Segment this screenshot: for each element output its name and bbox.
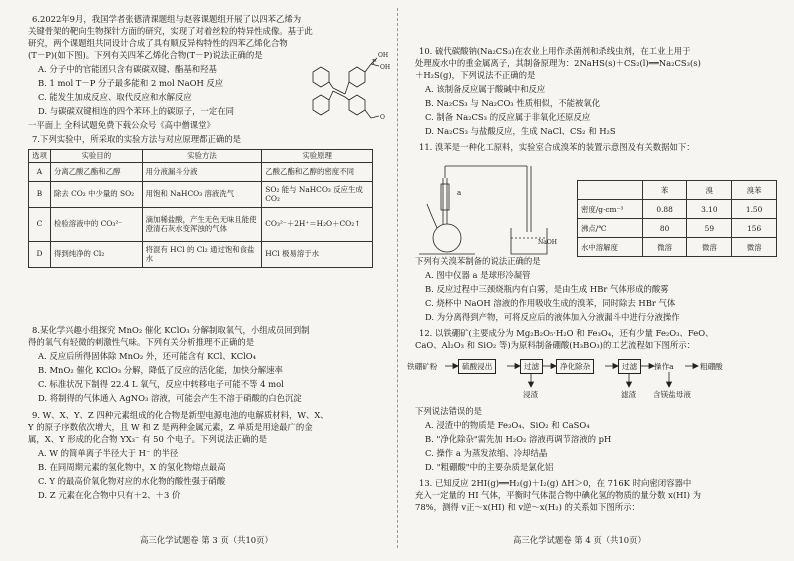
q9-option-b: B. 在同周期元素的氢化物中，X 的氢化物熔点最高 xyxy=(38,462,226,472)
q10-option-b: B. Na₂CS₃ 与 Na₂CO₃ 性质相似，不能被氧化 xyxy=(425,98,601,108)
right-page xyxy=(397,0,794,561)
q6-option-b: B. 1 mol T－P 分子最多能和 2 mol NaOH 反应 xyxy=(38,78,224,88)
table-cell: D xyxy=(29,241,51,267)
table-cell: 微溶 xyxy=(687,238,732,257)
table-cell: 除去 CO₂ 中少量的 SO₂ xyxy=(50,181,142,207)
table-header-cell: 实验方法 xyxy=(142,150,262,163)
table-cell: 水中溶解度 xyxy=(578,238,643,257)
table-row xyxy=(578,238,777,257)
table-cell: 微溶 xyxy=(642,238,687,257)
table-header-cell: 实验原理 xyxy=(262,150,373,163)
page-footer-right: 高三化学试题卷 第 4 页（共10页） xyxy=(513,535,646,545)
structure-label-oh-1: OH xyxy=(378,52,389,59)
structure-label-o: O xyxy=(380,114,385,121)
q12-stem-line-1: 12. 以铁硼矿(主要成分为 Mg₂B₂O₅·H₂O 和 Fe₃O₄，还有少量 Fe₂O₃、FeO、 xyxy=(419,328,714,338)
flow-step-operation-a: 操作a xyxy=(654,362,674,371)
table-row xyxy=(29,162,373,181)
q9-stem-line-1: 9. W、X、Y、Z 四种元素组成的化合物是新型电源电池的电解质材料，W、X、 xyxy=(32,410,329,420)
table-cell: 微溶 xyxy=(732,238,777,257)
structure-label-oh-2: OH xyxy=(380,64,391,71)
table-row xyxy=(29,207,373,241)
table-header-row xyxy=(578,181,777,200)
table-row xyxy=(578,200,777,219)
flow-step-raw: 铁硼矿粉 xyxy=(407,362,438,371)
table-cell: 密度/g·cm⁻³ xyxy=(578,200,643,219)
table-header-cell: 溴 xyxy=(687,181,732,200)
table-cell: 3.10 xyxy=(687,200,732,219)
table-header-cell: 苯 xyxy=(642,181,687,200)
q8-option-d: D. 将制得的气体通入 AgNO₃ 溶液，可能会产生不溶于硝酸的白色沉淀 xyxy=(38,393,302,403)
table-row xyxy=(29,241,373,267)
tp-molecule-structure xyxy=(293,52,393,132)
q7-stem: 7.下列实验中，所采取的实验方法与对应原理都正确的是 xyxy=(32,134,241,144)
q13-stem-line-1: 13. 已知反应 2HI(g)══H₂(g)＋I₂(g) ΔH＞0，在 716K 时向密闭容器中 xyxy=(419,478,692,488)
q6-stem-line-4: (T－P)(如下图)。下列有关四苯乙烯化合物(T－P)说法正确的是 xyxy=(28,50,263,60)
flow-sublabel-mother-liquor: 含镁盐母液 xyxy=(653,390,691,399)
q10-stem-line-3: ＋H₂S(g)，下列说法不正确的是 xyxy=(415,70,536,80)
q12-option-c: C. 操作 a 为蒸发浓缩、冷却结晶 xyxy=(425,448,548,458)
q6-tail: 一平面上 全科试题免费下载公众号《高中僧课堂》 xyxy=(28,120,215,130)
table-cell: A xyxy=(29,162,51,181)
table-cell: 80 xyxy=(642,219,687,238)
table-cell: C xyxy=(29,207,51,241)
q11-property-table xyxy=(577,180,777,257)
flow-sublabel-leach-residue: 浸渣 xyxy=(523,390,539,399)
q7-experiment-table xyxy=(28,149,373,268)
q11-option-a: A. 图中仪器 a 是球形冷凝管 xyxy=(425,270,531,280)
q13-stem-line-3: 78%，测得 v正～x(HI) 和 v逆～x(H₂) 的关系如下图所示： xyxy=(415,502,640,512)
q6-option-a: A. 分子中的官能团只含有碳碳双键、酯基和羟基 xyxy=(38,64,217,74)
flow-step-purify: 净化除杂 xyxy=(556,359,594,374)
table-cell: 分离乙酸乙酯和乙醇 xyxy=(50,162,142,181)
q11-option-d: D. 为分离得到产物，可将反应后的液体加入分液漏斗中进行分液操作 xyxy=(425,312,680,322)
q6-stem-line-3: 研究，两个课题组共同设计合成了具有顺反异构特性的四苯乙烯化合物 xyxy=(28,38,288,48)
table-cell: 检验溶液中的 CO₃²⁻ xyxy=(50,207,142,241)
flow-step-filter-2: 过滤 xyxy=(618,359,641,374)
q6-stem-line-2: 关键骨架的靶向生物探针方面的研究，实现了对着丝粒的特异性成像。基于此 xyxy=(28,26,313,36)
q10-stem-line-1: 10. 硫代碳酸钠(Na₂CS₃)在农业上用作杀菌剂和杀线虫剂，在工业上用于 xyxy=(419,46,691,56)
q12-question: 下列说法错误的是 xyxy=(415,406,482,416)
table-cell: 1.50 xyxy=(732,200,777,219)
table-cell: 沸点/℃ xyxy=(578,219,643,238)
q12-option-a: A. 浸渣中的物质是 Fe₃O₄、SiO₂ 和 CaSO₄ xyxy=(425,420,590,430)
q9-option-c: C. Y 的最高价氧化物对应的水化物的酸性强于硝酸 xyxy=(38,476,226,486)
page-footer-left: 高三化学试题卷 第 3 页（共10页） xyxy=(140,535,273,545)
q8-option-c: C. 标准状况下制得 22.4 L 氧气，反应中转移电子可能不等 4 mol xyxy=(38,379,284,389)
table-cell: 得到纯净的 Cl₂ xyxy=(50,241,142,267)
table-header-cell xyxy=(578,181,643,200)
table-cell: CO₃²⁻＋2H⁺＝H₂O＋CO₂↑ xyxy=(262,207,373,241)
flow-step-filter-1: 过滤 xyxy=(520,359,543,374)
flow-sublabel-filter-residue: 滤渣 xyxy=(621,390,637,399)
table-cell: 156 xyxy=(732,219,777,238)
q9-option-a: A. W 的简单离子半径大于 H⁻ 的半径 xyxy=(38,448,179,458)
q10-option-c: C. 制备 Na₂CS₃ 的反应属于非氧化还原反应 xyxy=(425,112,591,122)
table-row xyxy=(29,181,373,207)
q10-option-d: D. Na₂CS₃ 与盐酸反应，生成 NaCl、CS₂ 和 H₂S xyxy=(425,126,616,136)
q9-option-d: D. Z 元素在化合物中只有＋2、＋3 价 xyxy=(38,490,181,500)
q12-stem-line-2: CaO、Al₂O₃ 和 SiO₂ 等)为原料制备硼酸(H₃BO₃)的工艺流程如下图所示： xyxy=(415,340,696,350)
q12-option-b: B. "净化除杂"需先加 H₂O₂ 溶液再调节溶液的 pH xyxy=(425,434,612,444)
table-row xyxy=(578,219,777,238)
q6-stem-line-1: 6.2022年9月，我国学者张德清课题组与赵蓉课题组开展了以四苯乙烯为 xyxy=(32,14,302,24)
table-cell: 0.88 xyxy=(642,200,687,219)
q11-stem: 11. 溴苯是一种化工原料，实验室合成溴苯的装置示意图及有关数据如下： xyxy=(419,142,695,152)
q13-stem-line-2: 充入一定量的 HI 气体，平衡时气体混合物中碘化氢的物质的量分数 x(HI) 为 xyxy=(415,490,702,500)
flow-step-acid-leach: 硫酸浸出 xyxy=(458,359,496,374)
table-cell: HCl 极易溶于水 xyxy=(262,241,373,267)
q8-stem-line-1: 8.某化学兴趣小组探究 MnO₂ 催化 KClO₃ 分解制取氧气，小组成员回到制 xyxy=(32,325,310,335)
q10-option-a: A. 该制备反应属于酸碱中和反应 xyxy=(425,84,546,94)
q11-option-b: B. 反应过程中三颈烧瓶内有白雾，是由生成 HBr 气体形成的酸雾 xyxy=(425,284,669,294)
table-cell: 乙酸乙酯和乙醇的密度不同 xyxy=(262,162,373,181)
table-header-cell: 选项 xyxy=(29,150,51,163)
q11-option-c: C. 烧杯中 NaOH 溶液的作用吸收生成的溴苯，同时除去 HBr 气体 xyxy=(425,298,676,308)
q9-stem-line-3: 属，X、Y 形成的化合物 YX₃⁻ 有 50 个电子。下列说法正确的是 xyxy=(28,434,267,444)
table-cell: 59 xyxy=(687,219,732,238)
q11-question: 下列有关溴苯制备的说法正确的是 xyxy=(415,256,541,266)
table-cell: 将混有 HCl 的 Cl₂ 通过饱和食盐水 xyxy=(142,241,262,267)
q10-stem-line-2: 处理废水中的重金属离子，其制备原理为：2NaHS(s)＋CS₂(l)══Na₂CS₃(s) xyxy=(415,58,701,68)
q6-option-c: C. 能发生加成反应、取代反应和水解反应 xyxy=(38,92,192,102)
q8-option-a: A. 反应后所得固体除 MnO₂ 外，还可能含有 KCl、KClO₄ xyxy=(38,351,257,361)
apparatus-label-a: a xyxy=(457,189,462,197)
table-cell: 用饱和 NaHCO₃ 溶液洗气 xyxy=(142,181,262,207)
table-cell: B xyxy=(29,181,51,207)
q6-option-d: D. 与碳碳双键相连的四个苯环上的碳原子，一定在同 xyxy=(38,106,234,116)
table-cell: 用分液漏斗分液 xyxy=(142,162,262,181)
table-header-cell: 实验目的 xyxy=(50,150,142,163)
table-header-row xyxy=(29,150,373,163)
table-cell: 滴加稀盐酸，产生无色无味且能使澄清石灰水变浑浊的气体 xyxy=(142,207,262,241)
q9-stem-line-2: Y 的原子序数依次增大，且 W 和 Z 是两种金属元素，Z 单质是用途最广的金 xyxy=(28,422,313,432)
q8-stem-line-2: 得的氧气有轻微的刺激性气味。下列有关分析推理不正确的是 xyxy=(28,337,255,347)
q8-option-b: B. MnO₂ 催化 KClO₃ 分解，降低了反应的活化能，加快分解速率 xyxy=(38,365,283,375)
table-header-cell: 溴苯 xyxy=(732,181,777,200)
table-cell: SO₂ 能与 NaHCO₃ 反应生成 CO₂ xyxy=(262,181,373,207)
flow-step-product: 粗硼酸 xyxy=(700,362,723,371)
structure-label-p: P xyxy=(372,59,377,66)
apparatus-label-naoh: NaOH xyxy=(538,239,557,246)
q12-option-d: D. "粗硼酸"中的主要杂质是氯化铝 xyxy=(425,462,554,472)
